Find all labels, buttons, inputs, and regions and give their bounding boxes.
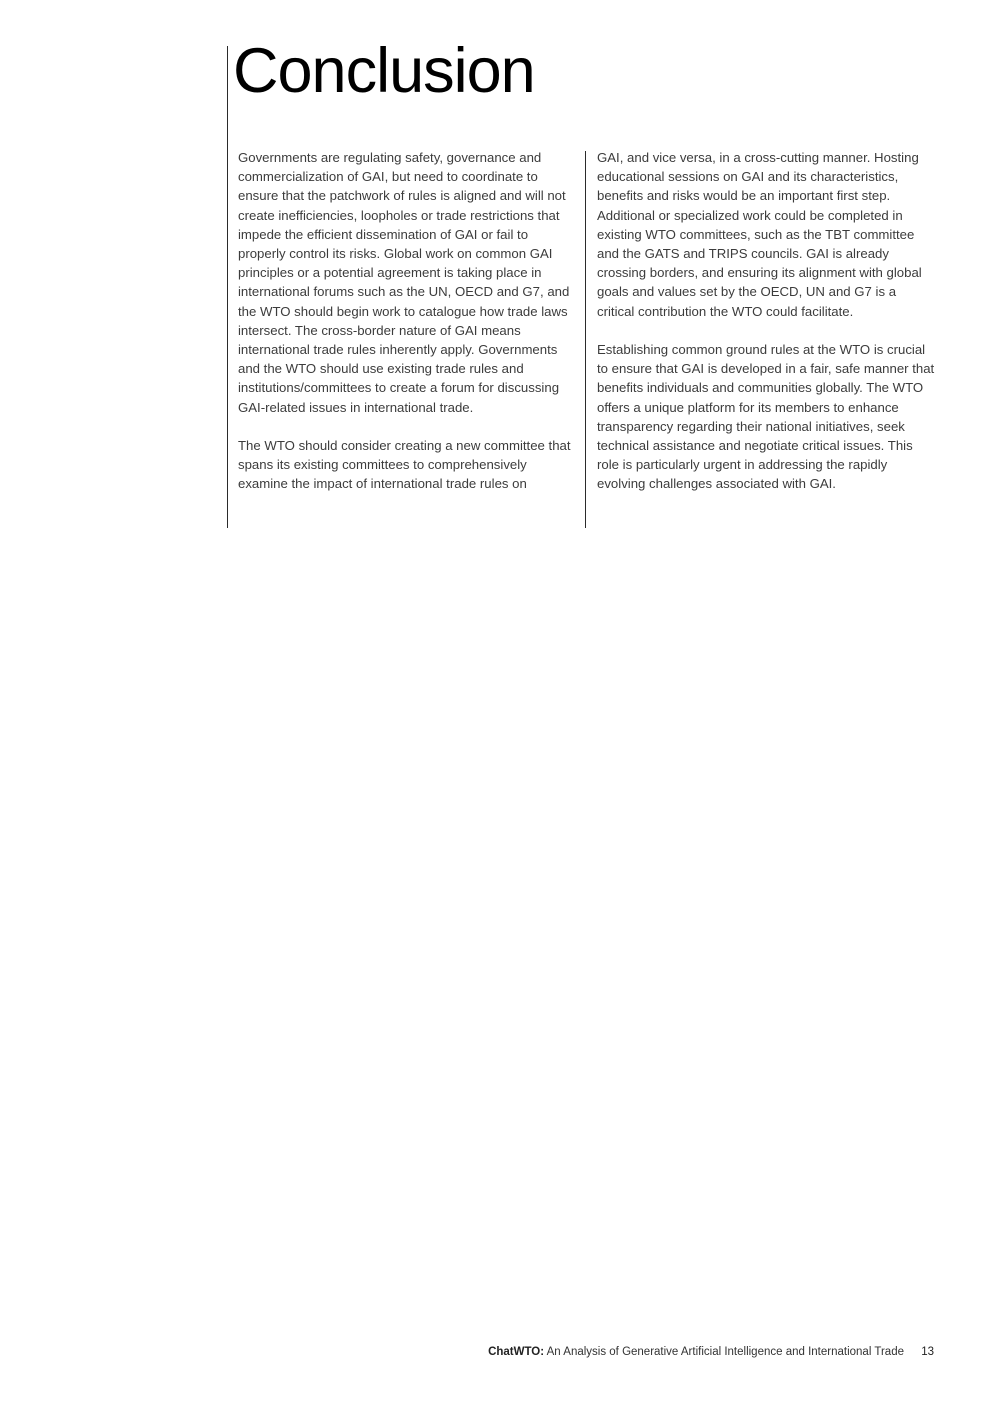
right-column bbox=[597, 148, 937, 513]
footer-subtitle: An Analysis of Generative Artificial Intelligence and International Trade bbox=[546, 1346, 904, 1358]
right-paragraph-1: GAI, and vice versa, in a cross-cutting manner. Hosting educational sessions on GAI and its characteristics, benefits and risks would be an important first step. Additional or specialized work could be completed in existing WTO committees, such as the TBT committee and the GATS and TRIPS councils. GAI is already crossing borders, and ensuring its alignment with global goals and values set by the OECD, UN and G7 is a critical contribution the WTO could facilitate. bbox=[597, 150, 922, 319]
left-paragraph-2: The WTO should consider creating a new committee that spans its existing committees to comprehensively examine the impact of international trade rules on bbox=[238, 438, 571, 492]
left-column bbox=[238, 148, 578, 513]
page-footer bbox=[488, 1346, 934, 1358]
left-paragraph-1: Governments are regulating safety, governance and commercialization of GAI, but need to coordinate to ensure that the patchwork of rules is aligned and will not create inefficiencies, loopholes or trade restrictions that impede the efficient dissemination of GAI or fail to properly control its risks. Global work on common GAI principles or a potential agreement is taking place in international forums such as the UN, OECD and G7, and the WTO should begin work to catalogue how trade laws intersect. The cross-border nature of GAI means international trade rules inherently apply. Governments and the WTO should use existing trade rules and institutions/committees to create a forum for discussing GAI-related issues in international trade. bbox=[238, 150, 570, 415]
right-paragraph-2: Establishing common ground rules at the WTO is crucial to ensure that GAI is developed in a fair, safe manner that benefits individuals and communities globally. The WTO offers a unique platform for its members to enhance transparency regarding their national initiatives, seek technical assistance and negotiate critical issues. This role is particularly urgent in addressing the rapidly evolving challenges associated with GAI. bbox=[597, 342, 935, 492]
footer-brand: ChatWTO: bbox=[488, 1346, 545, 1358]
page-title: Conclusion bbox=[233, 36, 535, 106]
column-divider-rule bbox=[585, 151, 586, 528]
title-vertical-rule bbox=[227, 46, 228, 528]
page-number: 13 bbox=[921, 1346, 934, 1358]
